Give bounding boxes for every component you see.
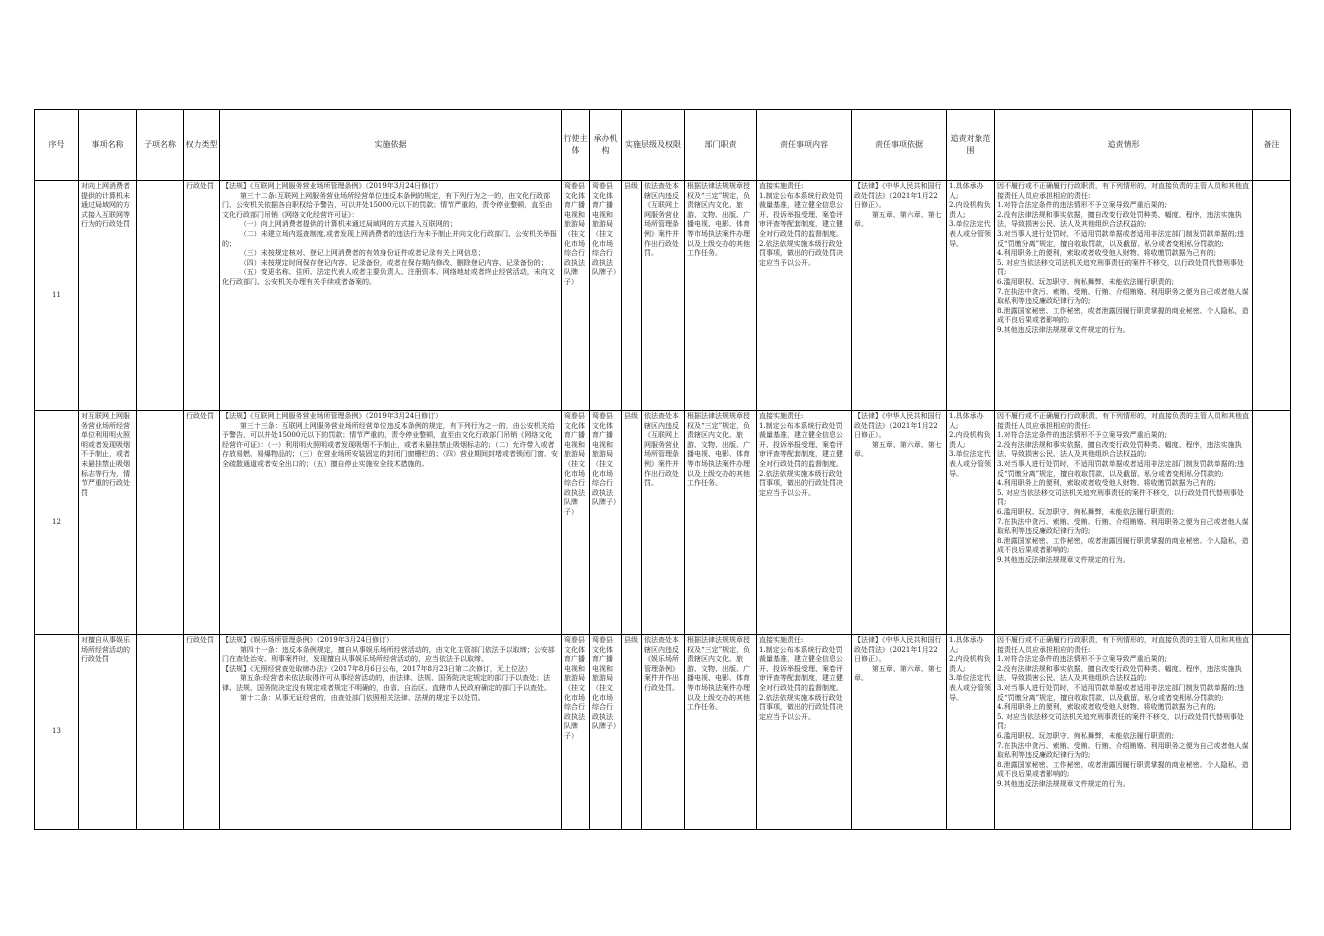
header-dept-duty: 部门职责: [685, 110, 757, 181]
row-seq: 12: [35, 411, 79, 635]
row-level-desc: 依法查处本辖区内违反《互联网上网服务营业场所管理条例》案件并作出行政处罚。: [642, 411, 685, 635]
header-sub-item: 子项名称: [137, 110, 184, 181]
row-target: 1.具体承办人; 2.内设机构负责人; 3.单位法定代表人或分管领导。: [947, 411, 995, 635]
table-row: [35, 181, 1291, 411]
header-level: 实施层级及权限: [622, 110, 685, 181]
row-target: 1.具体承办人; 2.内设机构负责人; 3.单位法定代表人或分管领导。: [947, 181, 995, 411]
row-resp-content: 直接实施责任: 1.制定公布本系统行政处罚裁量基准，建立健全信息公开、投诉举报受理、案卷评审评查等配套制度，建立健全对行政处罚的监督制度。 2.依法依规实施本级行政处罚事项，做出的行政处罚决定应当予以公开。: [757, 411, 852, 635]
row-basis: 【法规】《互联网上网服务营业场所管理条例》（2019年3月24日修订） 第三十二条:互联网上网服务营业场所经营单位违反本条例的规定，有下列行为之一的，由文化行政部门、公安机关依据各自职权给予警告，可以并处15000元以下的罚款；情节严重的，责令停业整顿，直至由文化行政部门吊销《网络文化经营许可证》： （一）向上网消费者提供的计算机未通过局域网的方式接入互联网的； （二）未建立场内巡查制度,或者发现上网消费者的违法行为未予制止并向文化行政部门、公安机关举报的； （三）未按规定核对、登记上网消费者的有效身份证件或者记录有关上网信息； （四）未按规定时间保存登记内容、记录备份，或者在保存期内修改、删除登记内容、记录备份的； （五）变更名称、住所、法定代表人或者主要负责人、注册资本、网络地址或者终止经营活动，未向文化行政部门、公安机关办理有关手续或者备案的。: [220, 181, 562, 411]
row-org: 鸾眷县文化体育广播电视和旅游局（挂文化市场综合行政执法队牌子）: [590, 411, 622, 635]
row-power-type: 行政处罚: [184, 635, 220, 830]
header-item-name: 事项名称: [79, 110, 137, 181]
row-item-name: 对向上网消费者提供的计算机未通过局域网的方式接入互联网等行为的行政处罚: [79, 181, 137, 411]
row-org: 鸾眷县文化体育广播电视和旅游局（挂文化市场综合行政执法队牌子）: [590, 181, 622, 411]
row-remark: [1253, 181, 1291, 411]
header-org: 承办机构: [590, 110, 622, 181]
row-item-name: 对擅自从事娱乐场所经营活动的行政处罚: [79, 635, 137, 830]
row-basis: 【法规】《互联网上网服务营业场所管理条例》（2019年3月24日修订） 第三十三条：互联网上网服务营业场所经营单位违反本条例的规定，有下列行为之一的，由公安机关给予警告，可以并处15000元以下的罚款；情节严重的，责令停业整顿，直至由文化行政部门吊销《网络文化经营许可证》：（一）利用明火照明或者发现吸烟不予制止，或者未悬挂禁止吸烟标志的；（二）允许带入或者存放易燃、易爆物品的；（三）在营业场所安装固定的封闭门窗栅栏的；（四）营业期间封堵或者锁闭门窗、安全疏散通道或者安全出口的；（五）擅自停止实施安全技术措施的。: [220, 411, 562, 635]
row-dept-duty: 根据法律法规规章授权及“三定”规定，负责辖区内文化、旅游、文物、出版、广播电视、电影、体育等市场执法案件办理以及上级交办的其他工作任务。: [685, 635, 757, 830]
row-power-type: 行政处罚: [184, 411, 220, 635]
row-scenario: 因不履行或不正确履行行政职责，有下列情形的，对直接负责的主管人员和其他直接责任人员应承担相应的责任: 1.对符合法定条件的违法情形不予立案导致严重后果的; 2.没有法律法规和事实依据，擅自改变行政处罚种类、幅度、程序，违法实施执法，导致损害公民、法人及其他组织合法权益的; 3.对当事人进行处罚时，不适用罚款单据或者适用非法定部门制发罚款单据的;违反“罚缴分离”规定，擅自收取罚款，以及截留、私分或者变相私分罚款的; 4.利用职务上的便利，索取或者收受他人财物、将收缴罚款据为己有的; 5. 对应当依法移交司法机关追究刑事责任的案件不移交，以行政处罚代替刑事处罚; 6.滥用职权、玩忽职守、徇私舞弊，未能依法履行职责的; 7.在执法中贪污、索贿、受贿、行贿、介绍贿赂、利用职务之便为自己或者他人谋取私利等违反廉政纪律行为的; 8.泄露国家秘密、工作秘密，或者泄露因履行职责掌握的商业秘密、个人隐私，造成不良后果或者影响的; 9.其他违反法律法规规章文件规定的行为。: [995, 411, 1253, 635]
row-actor: 鸾眷县文化体育广播电视和旅游局（挂文化市场综合行政执法队牌子）: [562, 181, 590, 411]
row-item-name: 对互联网上网服务营业场所经营单位利用明火照明或者发现吸烟不予制止，或者未悬挂禁止吸烟标志等行为，情节严重的行政处罚: [79, 411, 137, 635]
row-resp-basis: 【法律】《中华人民共和国行政处罚法》（2021年1月22日修正）。 第五章、第六章、第七章。: [852, 181, 947, 411]
row-scenario: 因不履行或不正确履行行政职责，有下列情形的，对直接负责的主管人员和其他直接责任人员应承担相应的责任: 1.对符合法定条件的违法情形不予立案导致严重后果的; 2.没有法律法规和事实依据，擅自改变行政处罚种类、幅度、程序，违法实施执法，导致损害公民、法人及其他组织合法权益的; 3.对当事人进行处罚时，不适用罚款单据或者适用非法定部门制发罚款单据的;违反“罚缴分离”规定，擅自收取罚款，以及截留、私分或者变相私分罚款的; 4.利用职务上的便利，索取或者收受他人财物、将收缴罚款据为己有的; 5. 对应当依法移交司法机关追究刑事责任的案件不移交，以行政处罚代替刑事处罚; 6.滥用职权、玩忽职守、徇私舞弊，未能依法履行职责的; 7.在执法中贪污、索贿、受贿、行贿、介绍贿赂、利用职务之便为自己或者他人谋取私利等违反廉政纪律行为的; 8.泄露国家秘密、工作秘密，或者泄露因履行职责掌握的商业秘密、个人隐私，造成不良后果或者影响的; 9.其他违反法律法规规章文件规定的行为。: [995, 635, 1253, 830]
row-power-type: 行政处罚: [184, 181, 220, 411]
row-resp-content: 直接实施责任: 1.制定公布本系统行政处罚裁量基准，建立健全信息公开、投诉举报受理、案卷评审评查等配套制度，建立健全对行政处罚的监督制度。 2.依法依规实施本级行政处罚事项，做出的行政处罚决定应当予以公开。: [757, 635, 852, 830]
row-level: 县级: [622, 635, 642, 830]
header-seq: 序号: [35, 110, 79, 181]
header-basis: 实施依据: [220, 110, 562, 181]
row-dept-duty: 根据法律法规规章授权及“三定”规定，负责辖区内文化、旅游、文物、出版、广播电视、电影、体育等市场执法案件办理以及上级交办的其他工作任务。: [685, 181, 757, 411]
row-remark: [1253, 635, 1291, 830]
row-level-desc: 依法查处本辖区内违反《互联网上网服务营业场所管理条例》案件并作出行政处罚。: [642, 181, 685, 411]
row-actor: 鸾眷县文化体育广播电视和旅游局（挂文化市场综合行政执法队牌子）: [562, 411, 590, 635]
responsibility-table: [34, 109, 1291, 830]
header-power-type: 权力类型: [184, 110, 220, 181]
row-org: 鸾眷县文化体育广播电视和旅游局（挂文化市场综合行政执法队牌子）: [590, 635, 622, 830]
table-row: [35, 635, 1291, 830]
table-row: [35, 411, 1291, 635]
row-scenario: 因不履行或不正确履行行政职责，有下列情形的，对直接负责的主管人员和其他直接责任人员应承担相应的责任: 1.对符合法定条件的违法情形不予立案导致严重后果的; 2.没有法律法规和事实依据，擅自改变行政处罚种类、幅度、程序，违法实施执法，导致损害公民、法人及其他组织合法权益的; 3.对当事人进行处罚时，不适用罚款单据或者适用非法定部门制发罚款单据的;违反“罚缴分离”规定，擅自收取罚款，以及截留、私分或者变相私分罚款的; 4.利用职务上的便利，索取或者收受他人财物、将收缴罚款据为己有的; 5. 对应当依法移交司法机关追究刑事责任的案件不移交，以行政处罚代替刑事处罚; 6.滥用职权、玩忽职守、徇私舞弊，未能依法履行职责的; 7.在执法中贪污、索贿、受贿、行贿、介绍贿赂、利用职务之便为自己或者他人谋取私利等违反廉政纪律行为的; 8.泄露国家秘密、工作秘密，或者泄露因履行职责掌握的商业秘密、个人隐私，造成不良后果或者影响的; 9.其他违反法律法规规章文件规定的行为。: [995, 181, 1253, 411]
row-target: 1.具体承办人; 2.内设机构负责人; 3.单位法定代表人或分管领导。: [947, 635, 995, 830]
header-row: [35, 110, 1291, 181]
row-resp-basis: 【法律】《中华人民共和国行政处罚法》（2021年1月22日修正）。 第五章、第六章、第七章。: [852, 635, 947, 830]
row-basis: 【法规】《娱乐场所管理条例》（2019年3月24日修订） 第四十一条：违反本条例规定，擅自从事娱乐场所经营活动的，由文化主管部门依法予以取缔；公安部门在查处治安、刑事案件时，发现擅自从事娱乐场所经营活动的，应当依法予以取缔。 【法规】《无照经营查处取缔办法》（2017年8月6日公布，2017年8月23日第二次修订，无上位法） 第五条:经营者未依法取得许可从事经营活动的，由法律、法规、国务院决定规定的部门予以查处；法律、法规、国务院决定没有规定或者规定不明确的，由省、自治区、直辖市人民政府确定的部门予以查处。 第十二条：从事无证经营的，由查处部门依照相关法律、法规的规定予以处罚。: [220, 635, 562, 830]
header-actor: 行使主体: [562, 110, 590, 181]
header-target: 追责对象范围: [947, 110, 995, 181]
row-actor: 鸾眷县文化体育广播电视和旅游局（挂文化市场综合行政执法队牌子）: [562, 635, 590, 830]
row-sub-item: [137, 635, 184, 830]
header-resp-basis: 责任事项依据: [852, 110, 947, 181]
row-resp-basis: 【法律】《中华人民共和国行政处罚法》（2021年1月22日修正）。 第五章、第六章、第七章。: [852, 411, 947, 635]
row-seq: 11: [35, 181, 79, 411]
row-level: 县级: [622, 411, 642, 635]
header-scenario: 追责情形: [995, 110, 1253, 181]
row-level: 县级: [622, 181, 642, 411]
header-resp-content: 责任事项内容: [757, 110, 852, 181]
header-remark: 备注: [1253, 110, 1291, 181]
row-resp-content: 直接实施责任: 1.制定公布本系统行政处罚裁量基准，建立健全信息公开、投诉举报受理、案卷评审评查等配套制度，建立健全对行政处罚的监督制度。 2.依法依规实施本级行政处罚事项，做出的行政处罚决定应当予以公开。: [757, 181, 852, 411]
row-sub-item: [137, 181, 184, 411]
row-level-desc: 依法查处本辖区内违反《娱乐场所管理条例》案件并作出行政处罚。: [642, 635, 685, 830]
row-sub-item: [137, 411, 184, 635]
row-remark: [1253, 411, 1291, 635]
row-seq: 13: [35, 635, 79, 830]
row-dept-duty: 根据法律法规规章授权及“三定”规定，负责辖区内文化、旅游、文物、出版、广播电视、电影、体育等市场执法案件办理以及上级交办的其他工作任务。: [685, 411, 757, 635]
